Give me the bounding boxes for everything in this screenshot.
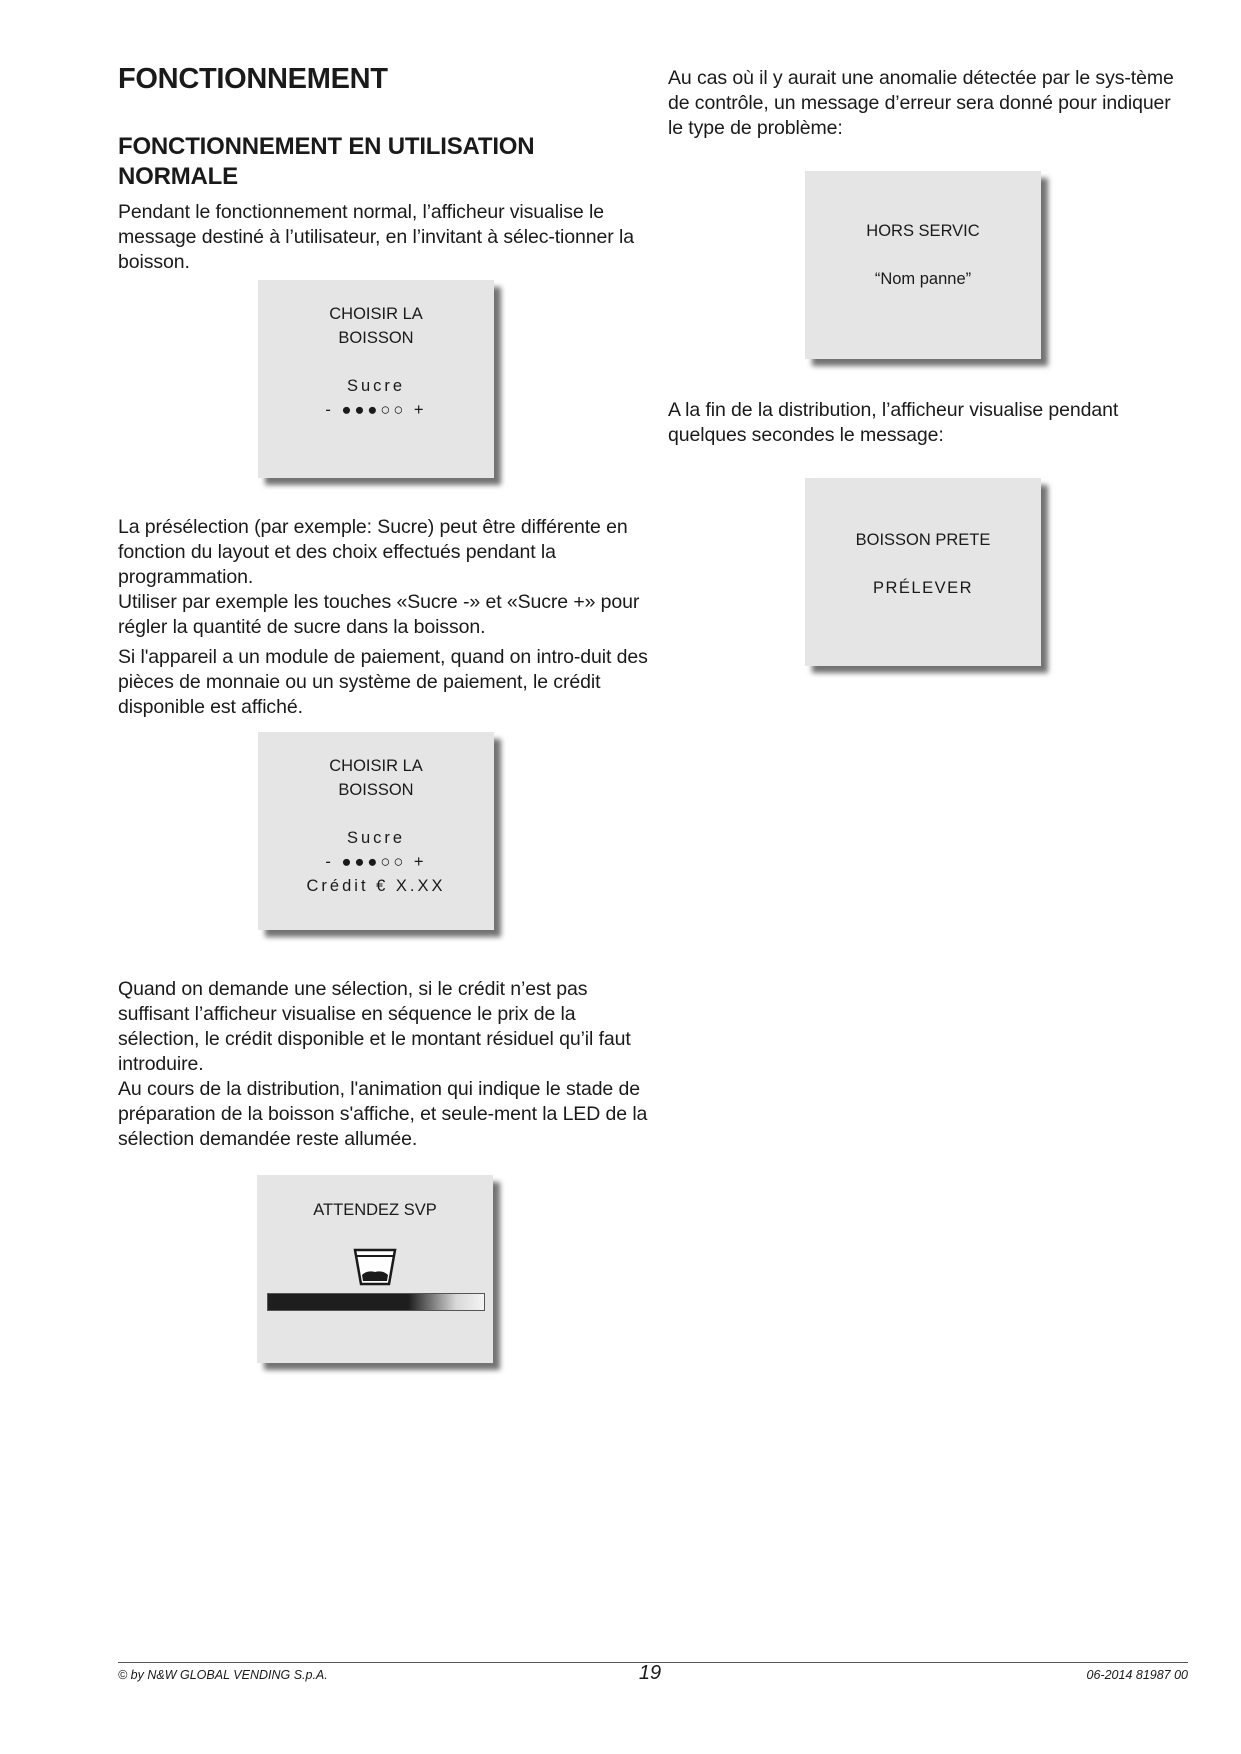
left-column-middle	[118, 515, 648, 720]
paragraph-insufficient-credit: Quand on demande une sélection, si le crédit n’est pas suffisant l’afficheur visualise en séquence le prix de la sélection, le crédit disponible et le montant résiduel qu’il faut introduire.	[118, 978, 631, 1075]
display-line: BOISSON PRETE	[855, 531, 991, 549]
left-column-lower	[118, 977, 648, 1152]
display-drink-ready	[805, 478, 1041, 666]
display-please-wait	[257, 1175, 493, 1363]
progress-bar	[267, 1293, 485, 1311]
progress-bar-fill	[268, 1294, 484, 1310]
page-title: FONCTIONNEMENT	[118, 63, 388, 95]
display-line: CHOISIR LA	[329, 757, 423, 775]
sugar-level-indicator: - ●●●○○ +	[325, 853, 427, 871]
display-line: BOISSON	[338, 781, 414, 799]
display-line: Sucre	[346, 377, 406, 395]
cup-icon	[353, 1247, 397, 1287]
page-number: 19	[638, 1662, 662, 1684]
paragraph-intro: Pendant le fonctionnement normal, l’afficheur visualise le message destiné à l’utilisateur, en l’invitant à sélec-tionner la boisson.	[118, 201, 634, 273]
footer-copyright: © by N&W GLOBAL VENDING S.p.A.	[118, 1668, 328, 1682]
display-line: ATTENDEZ SVP	[313, 1201, 437, 1219]
right-column-middle	[668, 398, 1188, 448]
display-line: CHOISIR LA	[329, 305, 423, 323]
display-line: Sucre	[346, 829, 406, 847]
display-line: BOISSON	[338, 329, 414, 347]
display-line: HORS SERVIC	[866, 222, 980, 240]
left-column	[118, 62, 638, 275]
paragraph-error: Au cas où il y aurait une anomalie détectée par le sys-tème de contrôle, un message d’erreur sera donné pour indiquer le type de problème:	[668, 67, 1174, 139]
section-heading: FONCTIONNEMENT EN UTILISATION NORMALE	[118, 133, 535, 190]
footer-doc-code: 06-2014 81987 00	[1086, 1668, 1188, 1682]
paragraph-end-dispense: A la fin de la distribution, l’afficheur visualise pendant quelques secondes le message:	[668, 399, 1119, 446]
paragraph-sugar-keys: Utiliser par exemple les touches «Sucre -» et «Sucre +» pour régler la quantité de sucre dans la boisson.	[118, 591, 640, 638]
paragraph-dispensing: Au cours de la distribution, l'animation qui indique le stade de préparation de la boisson s'affiche, et seule-ment la LED de la sélection demandée reste allumée.	[118, 1078, 648, 1150]
credit-line: Crédit € X.XX	[306, 877, 446, 895]
paragraph-preselection: La présélection (par exemple: Sucre) peut être différente en fonction du layout et des choix effectués pendant la programmation.	[118, 516, 628, 588]
fault-name-line: “Nom panne”	[874, 270, 972, 288]
display-line: PRÉLEVER	[872, 579, 974, 597]
display-choose-drink-credit	[258, 732, 494, 930]
right-column	[668, 66, 1188, 141]
sugar-level-indicator: - ●●●○○ +	[325, 401, 427, 419]
display-choose-drink	[258, 280, 494, 478]
display-out-of-service	[805, 171, 1041, 359]
paragraph-payment: Si l'appareil a un module de paiement, quand on intro-duit des pièces de monnaie ou un système de paiement, le crédit disponible est affiché.	[118, 646, 648, 718]
